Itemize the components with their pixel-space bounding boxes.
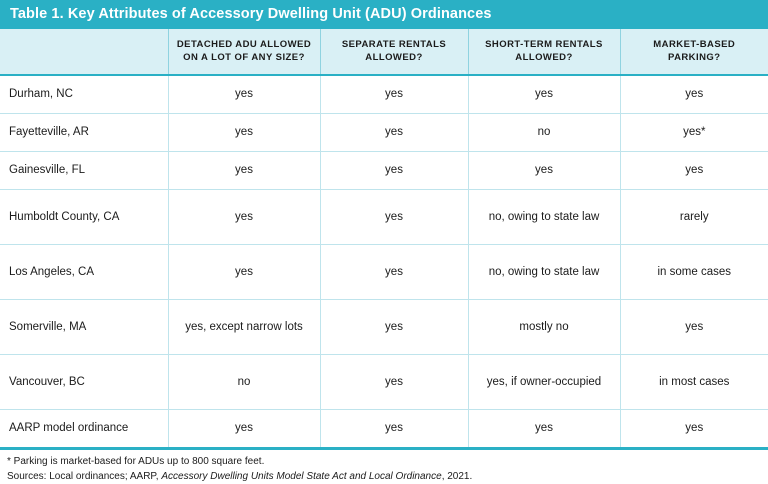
table-body bbox=[0, 75, 768, 449]
cell-separate: yes bbox=[320, 245, 468, 300]
column-header-detached-adu: DETACHED ADU ALLOWED ON A LOT OF ANY SIZE? bbox=[168, 29, 320, 75]
column-header-market-based-parking: MARKET-BASED PARKING? bbox=[620, 29, 768, 75]
cell-parking: yes* bbox=[620, 114, 768, 152]
cell-shortterm: yes bbox=[468, 75, 620, 114]
cell-detached: yes bbox=[168, 410, 320, 449]
table-notes bbox=[0, 450, 768, 484]
row-label: AARP model ordinance bbox=[0, 410, 168, 449]
column-header-place bbox=[0, 29, 168, 75]
cell-separate: yes bbox=[320, 75, 468, 114]
table-row bbox=[0, 245, 768, 300]
header-row bbox=[0, 29, 768, 75]
sources-suffix: , 2021. bbox=[442, 471, 473, 482]
cell-parking: yes bbox=[620, 410, 768, 449]
row-label: Los Angeles, CA bbox=[0, 245, 168, 300]
cell-separate: yes bbox=[320, 300, 468, 355]
cell-detached: yes bbox=[168, 152, 320, 190]
row-label: Somerville, MA bbox=[0, 300, 168, 355]
cell-detached: yes bbox=[168, 75, 320, 114]
cell-shortterm: no bbox=[468, 114, 620, 152]
cell-separate: yes bbox=[320, 114, 468, 152]
column-header-short-term-rentals: SHORT-TERM RENTALS ALLOWED? bbox=[468, 29, 620, 75]
footnote: * Parking is market-based for ADUs up to 800 square feet. bbox=[4, 455, 764, 470]
adu-attributes-table bbox=[0, 29, 768, 450]
table-row bbox=[0, 114, 768, 152]
row-label: Gainesville, FL bbox=[0, 152, 168, 190]
sources-title: Accessory Dwelling Units Model State Act and Local Ordinance bbox=[161, 471, 441, 482]
row-label: Humboldt County, CA bbox=[0, 190, 168, 245]
row-label: Vancouver, BC bbox=[0, 355, 168, 410]
row-label: Durham, NC bbox=[0, 75, 168, 114]
cell-shortterm: yes bbox=[468, 152, 620, 190]
cell-parking: yes bbox=[620, 300, 768, 355]
column-header-separate-rentals: SEPARATE RENTALS ALLOWED? bbox=[320, 29, 468, 75]
cell-shortterm: no, owing to state law bbox=[468, 190, 620, 245]
table-header bbox=[0, 29, 768, 75]
cell-separate: yes bbox=[320, 355, 468, 410]
cell-parking: yes bbox=[620, 75, 768, 114]
cell-parking: in most cases bbox=[620, 355, 768, 410]
table-row bbox=[0, 75, 768, 114]
table-row bbox=[0, 300, 768, 355]
cell-shortterm: no, owing to state law bbox=[468, 245, 620, 300]
cell-detached: yes, except narrow lots bbox=[168, 300, 320, 355]
row-label: Fayetteville, AR bbox=[0, 114, 168, 152]
cell-parking: yes bbox=[620, 152, 768, 190]
cell-separate: yes bbox=[320, 190, 468, 245]
cell-separate: yes bbox=[320, 410, 468, 449]
cell-detached: no bbox=[168, 355, 320, 410]
table-row bbox=[0, 152, 768, 190]
cell-detached: yes bbox=[168, 114, 320, 152]
cell-parking: in some cases bbox=[620, 245, 768, 300]
cell-detached: yes bbox=[168, 190, 320, 245]
cell-shortterm: yes bbox=[468, 410, 620, 449]
cell-parking: rarely bbox=[620, 190, 768, 245]
cell-separate: yes bbox=[320, 152, 468, 190]
table-row bbox=[0, 355, 768, 410]
cell-shortterm: mostly no bbox=[468, 300, 620, 355]
cell-shortterm: yes, if owner-occupied bbox=[468, 355, 620, 410]
table-title: Table 1. Key Attributes of Accessory Dwelling Unit (ADU) Ordinances bbox=[0, 0, 768, 29]
sources-prefix: Sources: Local ordinances; AARP, bbox=[7, 471, 161, 482]
table-row bbox=[0, 190, 768, 245]
cell-detached: yes bbox=[168, 245, 320, 300]
table-row bbox=[0, 410, 768, 449]
sources-line bbox=[4, 470, 764, 484]
